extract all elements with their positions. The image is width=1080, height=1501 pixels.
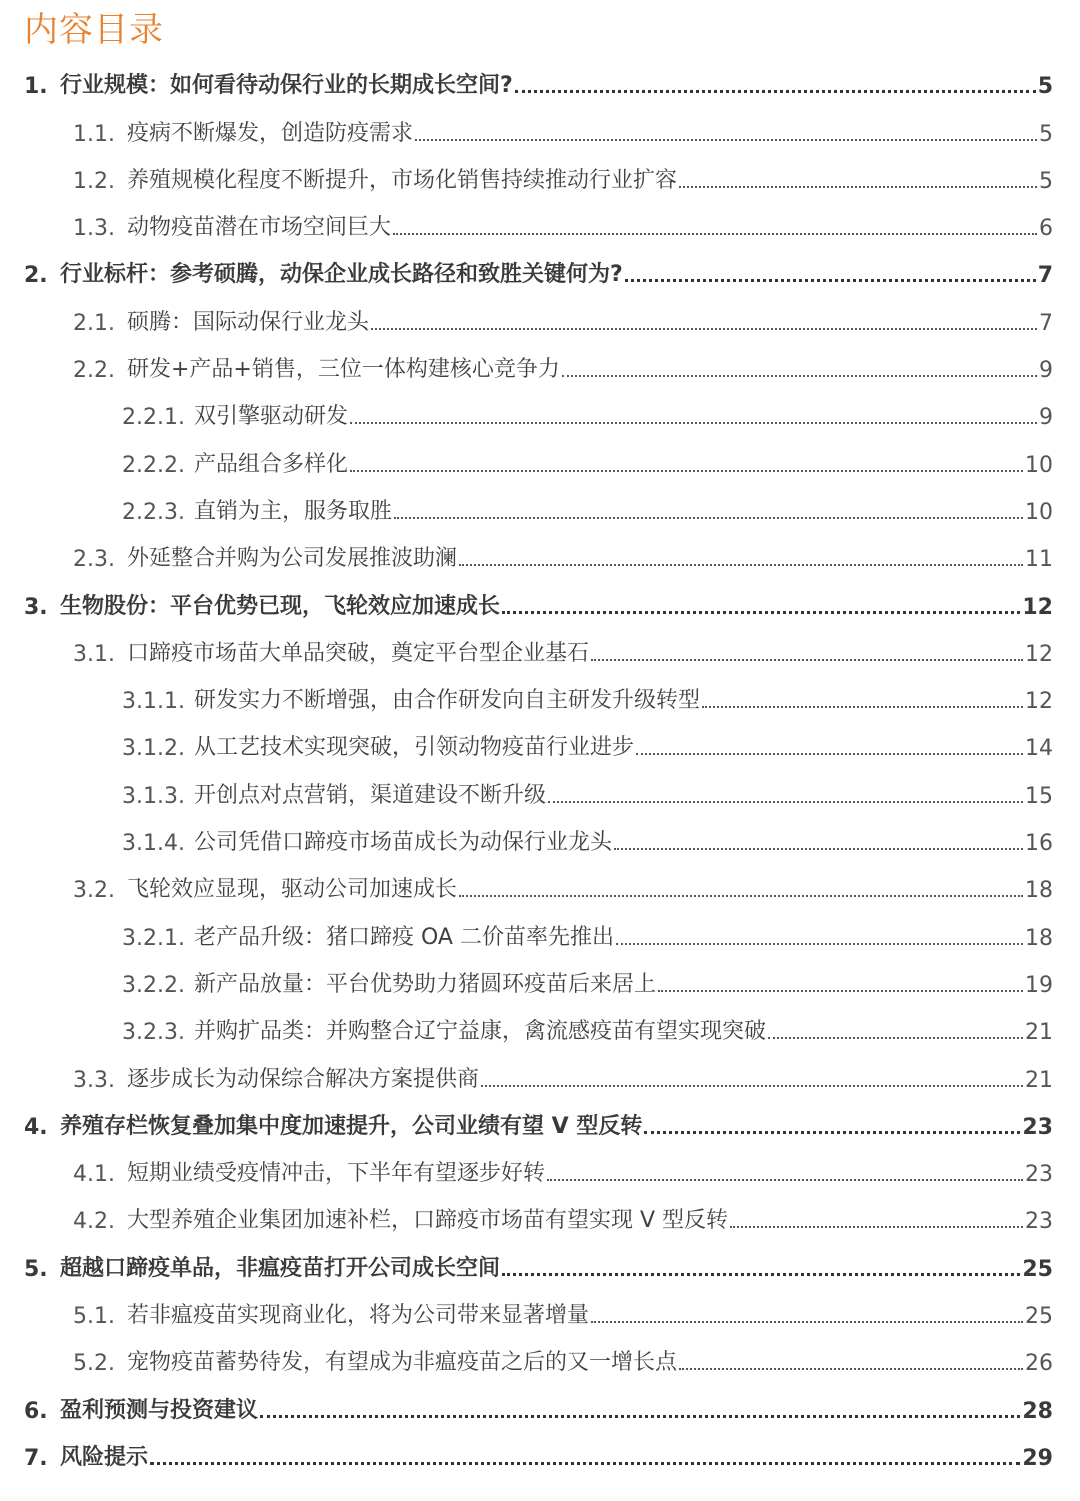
toc-entry-title: 直销为主，服务取胜: [194, 498, 393, 524]
toc-entry-title: 硕腾：国际动保行业龙头: [127, 309, 370, 335]
toc-dot-leader: [591, 658, 1023, 661]
toc-page-number: 21: [1025, 1067, 1053, 1093]
toc-dot-leader: [150, 1461, 1020, 1465]
toc-entry-number: 3.3.: [73, 1067, 115, 1093]
toc-entry-title: 双引擎驱动研发: [194, 404, 349, 430]
toc-entry[interactable]: [0, 769, 1080, 816]
toc-entry[interactable]: [0, 817, 1080, 864]
toc-entry-number: 2.2.3.: [122, 499, 185, 525]
toc-entry-title: 疫病不断爆发，创造防疫需求: [127, 120, 414, 146]
toc-dot-leader: [502, 1272, 1020, 1276]
toc-page-number: 18: [1025, 925, 1053, 951]
toc-entry-title: 产品组合多样化: [194, 451, 349, 477]
toc-page-number: 9: [1039, 358, 1053, 384]
toc-entry-title: 开创点对点营销，渠道建设不断升级: [194, 782, 547, 808]
toc-entry-number: 6.: [24, 1398, 48, 1424]
toc-entry-number: 4.: [24, 1114, 48, 1140]
toc-dot-leader: [614, 847, 1023, 850]
toc-entry-title: 行业规模：如何看待动保行业的长期成长空间?: [60, 73, 513, 99]
toc-entry-title: 若非瘟疫苗实现商业化，将为公司带来显著增量: [127, 1303, 590, 1329]
toc-entry-title: 研发+产品+销售，三位一体构建核心竞争力: [127, 357, 560, 383]
toc-entry[interactable]: [0, 1432, 1080, 1479]
toc-page-number: 25: [1022, 1256, 1053, 1282]
toc-entry-number: 3.1.: [73, 641, 115, 667]
toc-page-number: 26: [1025, 1351, 1053, 1377]
toc-page-number: 5: [1037, 74, 1053, 100]
toc-dot-leader: [625, 278, 1036, 282]
toc-page-number: 21: [1025, 1020, 1053, 1046]
toc-entry-number: 2.2.2.: [122, 452, 185, 478]
toc-entry-title: 养殖存栏恢复叠加集中度加速提升，公司业绩有望 V 型反转: [60, 1113, 643, 1139]
toc-entry-number: 3.1.2.: [122, 736, 185, 762]
toc-dot-leader: [644, 1130, 1020, 1134]
toc-entry-title: 生物股份：平台优势已现，飞轮效应加速成长: [60, 593, 501, 619]
toc-entry[interactable]: [0, 580, 1080, 627]
toc-page-number: 7: [1037, 263, 1053, 289]
toc-dot-leader: [616, 942, 1023, 945]
toc-entry-title: 老产品升级：猪口蹄疫 OA 二价苗率先推出: [194, 924, 614, 950]
toc-dot-leader: [371, 327, 1037, 330]
toc-dot-leader: [459, 894, 1023, 897]
toc-page-number: 11: [1025, 547, 1053, 573]
toc-dot-leader: [515, 89, 1036, 93]
toc-entry-number: 4.1.: [73, 1162, 115, 1188]
toc-dot-leader: [702, 705, 1023, 708]
toc-entry[interactable]: [0, 1148, 1080, 1195]
toc-entry-title: 新产品放量：平台优势助力猪圆环疫苗后来居上: [194, 971, 657, 997]
toc-dot-leader: [350, 469, 1023, 472]
toc-page-number: 15: [1025, 783, 1053, 809]
toc-entry-number: 1.: [24, 74, 48, 100]
toc-entry-title: 风险提示: [60, 1444, 149, 1470]
toc-page-number: 23: [1022, 1114, 1053, 1140]
toc-entry-title: 动物疫苗潜在市场空间巨大: [127, 215, 392, 241]
toc-entry[interactable]: [0, 1101, 1080, 1148]
toc-entry-number: 2.3.: [73, 547, 115, 573]
toc-entry-number: 3.2.1.: [122, 925, 185, 951]
toc-page-number: 12: [1025, 641, 1053, 667]
toc-dot-leader: [547, 1178, 1023, 1181]
toc-entry-title: 宠物疫苗蓄势待发，有望成为非瘟疫苗之后的又一增长点: [127, 1350, 678, 1376]
toc-page-number: 16: [1025, 831, 1053, 857]
toc-entry-number: 3.1.4.: [122, 831, 185, 857]
toc-page-number: 12: [1025, 689, 1053, 715]
toc-entry-number: 5.: [24, 1256, 48, 1282]
page-title: 内容目录: [24, 10, 164, 50]
toc-page-number: 12: [1022, 594, 1053, 620]
toc-entry[interactable]: [0, 1006, 1080, 1053]
toc-page-number: 9: [1039, 405, 1053, 431]
toc-entry[interactable]: [0, 911, 1080, 958]
toc-page-number: 10: [1025, 499, 1053, 525]
toc-entry-title: 大型养殖企业集团加速补栏，口蹄疫市场苗有望实现 V 型反转: [127, 1208, 729, 1234]
toc-page-number: 10: [1025, 452, 1053, 478]
toc-entry[interactable]: [0, 249, 1080, 296]
toc-dot-leader: [658, 989, 1023, 992]
toc-entry-title: 行业标杆：参考硕腾，动保企业成长路径和致胜关键何为?: [60, 262, 623, 288]
toc-entry[interactable]: [0, 155, 1080, 202]
toc-page-number: 23: [1025, 1209, 1053, 1235]
table-of-contents: [0, 60, 1080, 1479]
toc-entry-number: 3.2.: [73, 878, 115, 904]
toc-entry[interactable]: [0, 1384, 1080, 1431]
toc-page-number: 29: [1022, 1445, 1053, 1471]
toc-entry[interactable]: [0, 486, 1080, 533]
toc-page-number: 19: [1025, 972, 1053, 998]
toc-entry[interactable]: [0, 60, 1080, 107]
toc-entry[interactable]: [0, 628, 1080, 675]
toc-dot-leader: [768, 1036, 1023, 1039]
toc-entry-title: 超越口蹄疫单品，非瘟疫苗打开公司成长空间: [60, 1255, 501, 1281]
toc-entry[interactable]: [0, 438, 1080, 485]
toc-entry[interactable]: [0, 1337, 1080, 1384]
toc-page-number: 5: [1039, 168, 1053, 194]
toc-entry-title: 飞轮效应显现，驱动公司加速成长: [127, 877, 458, 903]
toc-entry-number: 3.2.3.: [122, 1020, 185, 1046]
toc-entry-number: 5.2.: [73, 1351, 115, 1377]
toc-dot-leader: [459, 563, 1023, 566]
toc-page-number: 5: [1039, 121, 1053, 147]
toc-page-number: 14: [1025, 736, 1053, 762]
toc-entry-number: 1.1.: [73, 121, 115, 147]
toc-entry[interactable]: [0, 391, 1080, 438]
toc-entry-title: 养殖规模化程度不断提升，市场化销售持续推动行业扩容: [127, 167, 678, 193]
toc-dot-leader: [260, 1414, 1020, 1418]
toc-dot-leader: [502, 610, 1020, 614]
toc-entry-title: 并购扩品类：并购整合辽宁益康，禽流感疫苗有望实现突破: [194, 1019, 767, 1045]
toc-entry-number: 5.1.: [73, 1304, 115, 1330]
toc-entry[interactable]: [0, 107, 1080, 154]
toc-entry-number: 3.: [24, 594, 48, 620]
toc-entry-number: 3.1.1.: [122, 689, 185, 715]
toc-dot-leader: [562, 374, 1037, 377]
toc-dot-leader: [415, 138, 1037, 141]
toc-entry-title: 从工艺技术实现突破，引领动物疫苗行业进步: [194, 735, 635, 761]
toc-entry[interactable]: [0, 864, 1080, 911]
toc-page-number: 7: [1039, 310, 1053, 336]
toc-entry-number: 4.2.: [73, 1209, 115, 1235]
toc-dot-leader: [350, 421, 1037, 424]
toc-dot-leader: [679, 1367, 1023, 1370]
toc-entry-title: 短期业绩受疫情冲击，下半年有望逐步好转: [127, 1161, 546, 1187]
toc-entry[interactable]: [0, 202, 1080, 249]
toc-dot-leader: [591, 1320, 1023, 1323]
toc-entry[interactable]: [0, 1195, 1080, 1242]
toc-entry-number: 2.: [24, 263, 48, 289]
toc-page-number: 23: [1025, 1162, 1053, 1188]
toc-entry[interactable]: [0, 344, 1080, 391]
toc-entry[interactable]: [0, 1290, 1080, 1337]
toc-entry-number: 3.1.3.: [122, 783, 185, 809]
toc-entry-title: 口蹄疫市场苗大单品突破，奠定平台型企业基石: [127, 640, 590, 666]
toc-entry-number: 7.: [24, 1445, 48, 1471]
toc-entry[interactable]: [0, 722, 1080, 769]
toc-dot-leader: [394, 516, 1023, 519]
toc-entry-number: 1.2.: [73, 168, 115, 194]
toc-entry-number: 2.2.: [73, 358, 115, 384]
toc-entry-title: 公司凭借口蹄疫市场苗成长为动保行业龙头: [194, 830, 613, 856]
toc-entry-title: 盈利预测与投资建议: [60, 1397, 259, 1423]
toc-entry-number: 2.2.1.: [122, 405, 185, 431]
toc-entry-number: 3.2.2.: [122, 972, 185, 998]
toc-dot-leader: [548, 800, 1023, 803]
toc-entry[interactable]: [0, 1242, 1080, 1289]
toc-dot-leader: [481, 1084, 1023, 1087]
toc-entry[interactable]: [0, 675, 1080, 722]
toc-entry-title: 逐步成长为动保综合解决方案提供商: [127, 1066, 480, 1092]
toc-dot-leader: [730, 1225, 1023, 1228]
toc-entry[interactable]: [0, 296, 1080, 343]
toc-page-number: 6: [1039, 216, 1053, 242]
toc-page-number: 28: [1022, 1398, 1053, 1424]
toc-entry[interactable]: [0, 959, 1080, 1006]
toc-dot-leader: [393, 232, 1037, 235]
toc-page-number: 25: [1025, 1304, 1053, 1330]
toc-entry-title: 外延整合并购为公司发展推波助澜: [127, 546, 458, 572]
toc-entry-title: 研发实力不断增强，由合作研发向自主研发升级转型: [194, 688, 701, 714]
toc-entry[interactable]: [0, 1053, 1080, 1100]
toc-entry[interactable]: [0, 533, 1080, 580]
toc-page-number: 18: [1025, 878, 1053, 904]
toc-dot-leader: [679, 185, 1037, 188]
toc-entry-number: 1.3.: [73, 216, 115, 242]
toc-entry-number: 2.1.: [73, 310, 115, 336]
toc-dot-leader: [636, 752, 1023, 755]
